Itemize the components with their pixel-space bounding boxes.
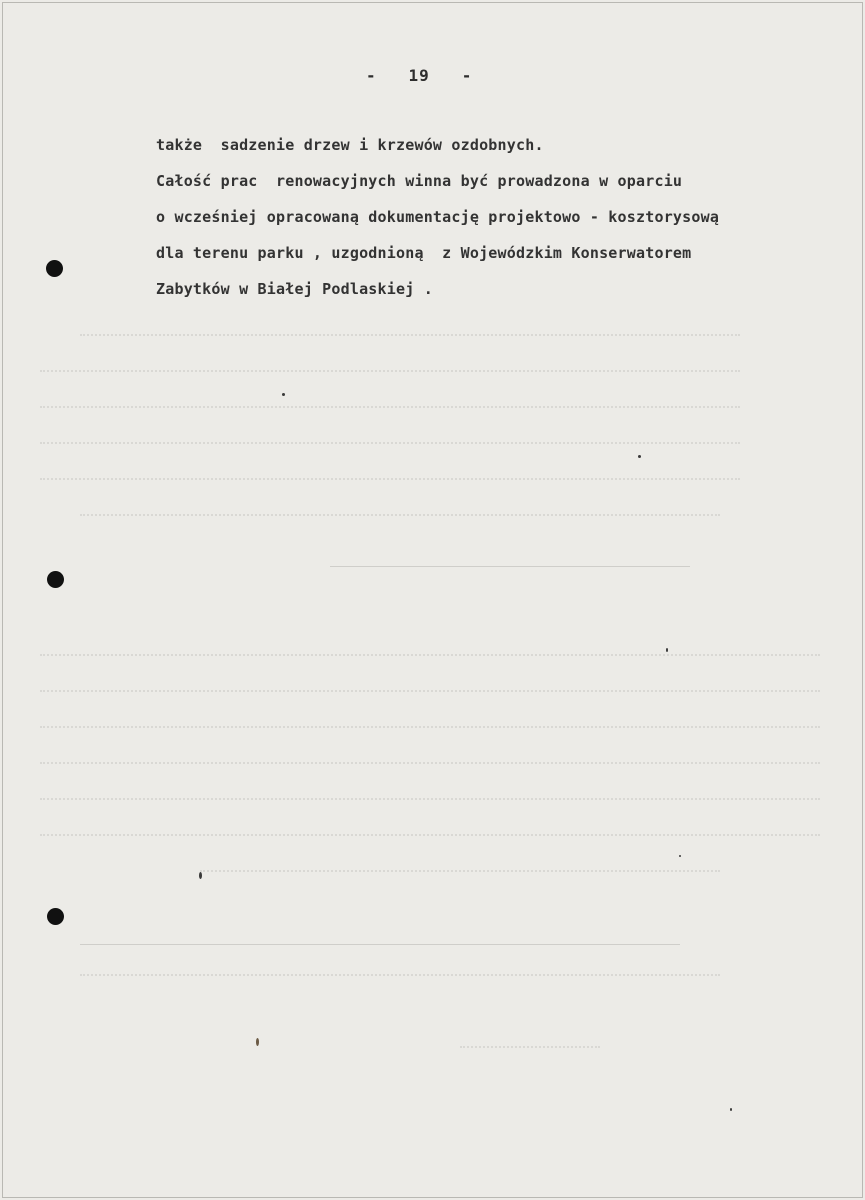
paper-speck	[282, 393, 285, 396]
paper-speck	[638, 455, 641, 458]
punch-hole-icon	[47, 571, 64, 588]
text-line: Zabytków w Białej Podlaskiej .	[156, 280, 433, 298]
paper-speck	[730, 1108, 732, 1111]
paper-speck	[666, 648, 668, 652]
bleed-through-rule	[330, 566, 690, 567]
text-line: także sadzenie drzew i krzewów ozdobnych.	[156, 136, 544, 154]
bleed-through-rule-lower	[80, 944, 680, 945]
body-paragraph	[156, 127, 836, 307]
paper-speck	[199, 872, 202, 879]
punch-hole-icon	[46, 260, 63, 277]
text-line: o wcześniej opracowaną dokumentację projektowo - kosztorysową	[156, 208, 720, 226]
paper-speck	[679, 855, 681, 857]
punch-hole-icon	[47, 908, 64, 925]
bleed-through-text-bottom	[40, 940, 840, 1048]
bleed-through-text-upper	[40, 300, 840, 516]
text-line: dla terenu parku , uzgodnioną z Wojewódzkim Konserwatorem	[156, 244, 692, 262]
text-line: Całość prac renowacyjnych winna być prowadzona w oparciu	[156, 172, 683, 190]
page-number: - 19 -	[366, 66, 473, 85]
bleed-through-text-lower	[40, 620, 840, 872]
paper-speck	[256, 1038, 259, 1046]
